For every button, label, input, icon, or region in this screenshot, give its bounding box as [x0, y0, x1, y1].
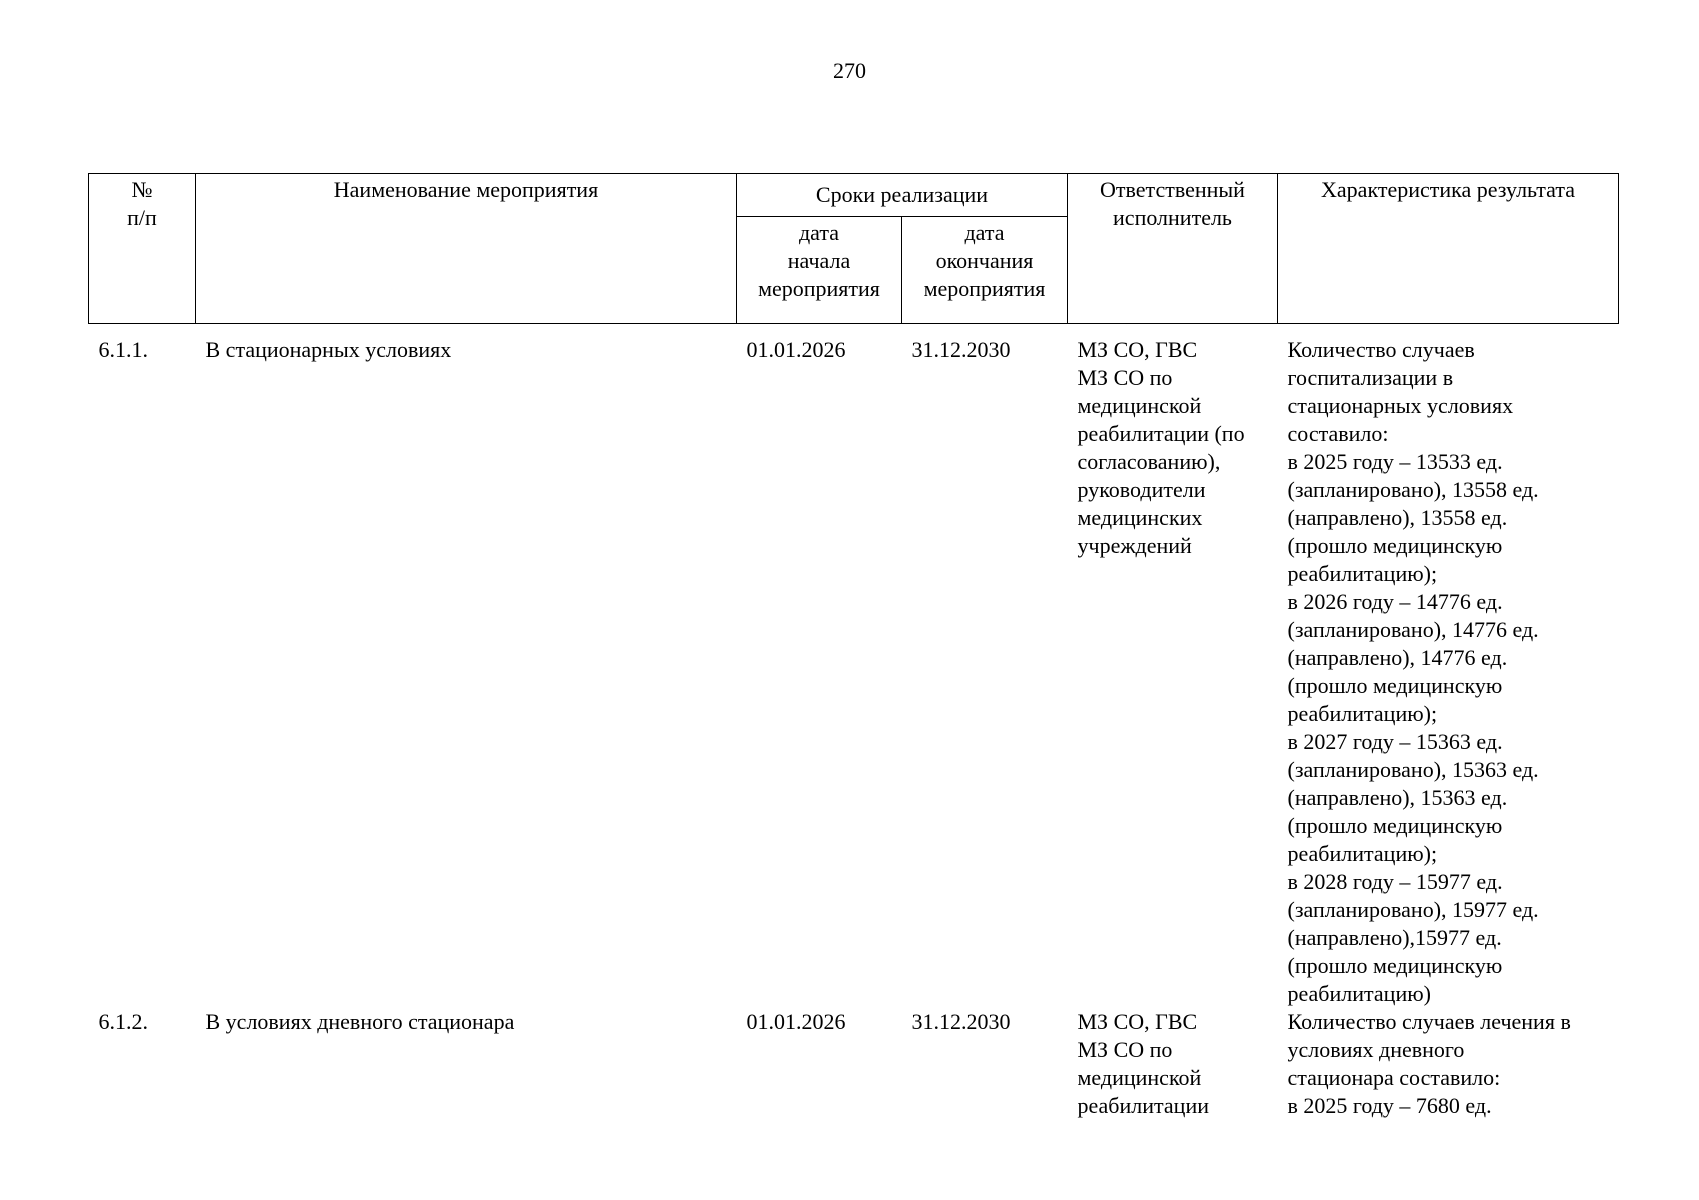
result-line: реабилитацию)	[1287, 981, 1431, 1006]
row-num: 6.1.2.	[98, 1009, 148, 1034]
result-line: (прошло медицинскую	[1287, 673, 1503, 698]
header-start-line: мероприятия	[758, 276, 880, 301]
result-line: (прошло медицинскую	[1287, 533, 1503, 558]
row-start-date: 01.01.2026	[746, 337, 846, 362]
header-start-line: дата	[798, 220, 840, 245]
table-body	[89, 324, 1619, 1121]
result-line: (запланировано), 15977 ед.	[1287, 897, 1539, 922]
header-result: Характеристика результата	[1278, 174, 1619, 324]
result-line: реабилитацию);	[1287, 841, 1438, 866]
row-end-date: 31.12.2030	[911, 337, 1011, 362]
header-end-line: окончания	[935, 248, 1034, 273]
result-line: в 2025 году – 7680 ед.	[1287, 1093, 1492, 1118]
executor-line: МЗ СО, ГВС	[1077, 1009, 1198, 1034]
result-line: (запланировано), 14776 ед.	[1287, 617, 1539, 642]
result-line: в 2028 году – 15977 ед.	[1287, 869, 1503, 894]
row-executor	[1068, 324, 1278, 1009]
row-name: В условиях дневного стационара	[205, 1009, 515, 1034]
result-line: стационара составило:	[1287, 1065, 1501, 1090]
events-table	[88, 173, 1619, 1120]
row-executor	[1068, 1008, 1278, 1120]
executor-line: учреждений	[1077, 533, 1192, 558]
result-line: в 2027 году – 15363 ед.	[1287, 729, 1503, 754]
executor-line: руководители	[1077, 477, 1206, 502]
row-end-date: 31.12.2030	[911, 1009, 1011, 1034]
result-line: (прошло медицинскую	[1287, 813, 1503, 838]
header-dates-group: Сроки реализации	[737, 174, 1068, 217]
header-end-date	[902, 217, 1068, 324]
result-line: (запланировано), 15363 ед.	[1287, 757, 1539, 782]
result-line: в 2026 году – 14776 ед.	[1287, 589, 1503, 614]
result-line: (направлено), 14776 ед.	[1287, 645, 1508, 670]
table-header	[89, 174, 1619, 324]
header-executor	[1068, 174, 1278, 324]
row-num: 6.1.1.	[98, 337, 148, 362]
header-num	[89, 174, 196, 324]
result-line: в 2025 году – 13533 ед.	[1287, 449, 1503, 474]
header-executor-line: исполнитель	[1113, 205, 1232, 230]
row-result	[1278, 1008, 1619, 1120]
executor-line: медицинских	[1077, 505, 1203, 530]
result-line: реабилитацию);	[1287, 561, 1438, 586]
result-line: (направлено), 13558 ед.	[1287, 505, 1508, 530]
executor-line: МЗ СО по	[1077, 365, 1173, 390]
executor-line: МЗ СО по	[1077, 1037, 1173, 1062]
executor-line: реабилитации (по	[1077, 421, 1245, 446]
executor-line: МЗ СО, ГВС	[1077, 337, 1198, 362]
header-start-line: начала	[787, 248, 851, 273]
header-name: Наименование мероприятия	[196, 174, 737, 324]
executor-line: медицинской	[1077, 393, 1202, 418]
row-name: В стационарных условиях	[205, 337, 452, 362]
executor-line: согласованию),	[1077, 449, 1221, 474]
header-start-date	[737, 217, 902, 324]
executor-line: реабилитации	[1077, 1093, 1209, 1118]
row-result	[1278, 324, 1619, 1009]
result-line: (направлено), 15363 ед.	[1287, 785, 1508, 810]
table-row	[89, 1008, 1619, 1120]
table-row	[89, 324, 1619, 1009]
result-line: реабилитацию);	[1287, 701, 1438, 726]
result-line: (направлено),15977 ед.	[1287, 925, 1502, 950]
result-line: (прошло медицинскую	[1287, 953, 1503, 978]
page-number: 270	[833, 58, 866, 83]
result-line: Количество случаев лечения в	[1287, 1009, 1571, 1034]
header-num-line: №	[131, 177, 153, 202]
result-line: Количество случаев	[1287, 337, 1475, 362]
header-end-line: дата	[964, 220, 1005, 245]
result-line: госпитализации в	[1287, 365, 1454, 390]
row-start-date: 01.01.2026	[746, 1009, 846, 1034]
result-line: составило:	[1287, 421, 1389, 446]
header-num-line: п/п	[127, 205, 157, 230]
header-end-line: мероприятия	[923, 276, 1046, 301]
result-line: (запланировано), 13558 ед.	[1287, 477, 1539, 502]
header-executor-line: Ответственный	[1100, 177, 1245, 202]
executor-line: медицинской	[1077, 1065, 1202, 1090]
result-line: стационарных условиях	[1287, 393, 1514, 418]
result-line: условиях дневного	[1287, 1037, 1465, 1062]
